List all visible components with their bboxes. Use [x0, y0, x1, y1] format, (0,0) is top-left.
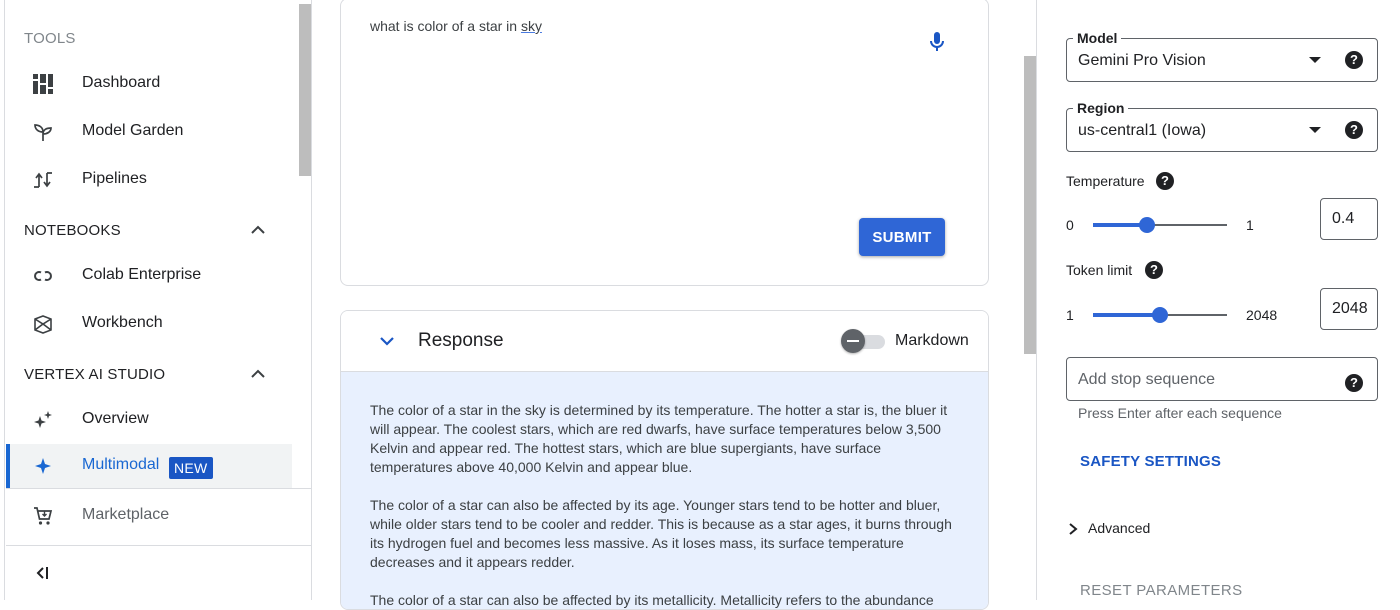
sidebar-item-label: Dashboard — [82, 74, 161, 91]
chevron-right-icon — [1066, 521, 1080, 537]
reset-parameters-button[interactable]: RESET PARAMETERS — [1080, 582, 1243, 599]
nav-left-border — [4, 0, 5, 600]
token-limit-min: 1 — [1066, 307, 1074, 323]
stop-sequence-placeholder: Add stop sequence — [1078, 371, 1215, 388]
region-select[interactable] — [1066, 100, 1378, 152]
sidebar-item-label: Model Garden — [82, 122, 184, 139]
response-body — [341, 371, 988, 610]
prompt-input[interactable] — [370, 18, 542, 34]
toggle-knob — [841, 329, 865, 353]
help-icon[interactable]: ? — [1345, 121, 1363, 139]
sidebar-item-label: Workbench — [82, 314, 163, 331]
sidebar-item-label: Multimodal — [82, 456, 160, 473]
sparkle-icon — [33, 456, 53, 476]
sidebar-item-colab-enterprise[interactable] — [6, 254, 292, 298]
token-limit-label: Token limit — [1066, 262, 1133, 278]
prompt-text-spellcheck: sky — [520, 18, 542, 34]
notebooks-section-header[interactable]: NOTEBOOKS — [24, 222, 121, 239]
vertex-ai-studio-section-header[interactable]: VERTEX AI STUDIO — [24, 366, 166, 383]
dropdown-arrow-icon[interactable] — [1309, 127, 1321, 133]
response-card — [340, 310, 989, 610]
pipelines-icon — [33, 170, 53, 190]
temperature-input[interactable]: 0.4 — [1320, 198, 1378, 240]
dropdown-arrow-icon[interactable] — [1309, 57, 1321, 63]
dashboard-icon — [33, 74, 53, 94]
response-paragraph: The color of a star can also be affected by its metallicity. Metallicity refers to the abundance — [370, 592, 934, 608]
chevron-up-icon[interactable] — [248, 364, 268, 384]
help-icon[interactable]: ? — [1345, 51, 1363, 69]
sidebar-item-multimodal[interactable] — [6, 444, 292, 488]
response-paragraph: The color of a star in the sky is determined by its temperature. The hotter a star is, the bluer it will appear. The coolest stars, which are red dwarfs, have surface temperatures below 3,500 Kelvin and appear red. The hottest stars, which are blue supergiants, have surface temperatures above 40,000 Kelvin and appear blue. — [370, 402, 948, 475]
stop-sequence-hint: Press Enter after each sequence — [1078, 405, 1282, 421]
sidebar-item-label: Overview — [82, 410, 149, 427]
microphone-icon[interactable] — [928, 31, 946, 53]
slider-thumb[interactable] — [1139, 217, 1155, 233]
sidebar-item-model-garden[interactable] — [6, 110, 292, 154]
token-limit-max: 2048 — [1246, 307, 1278, 323]
new-badge: NEW — [169, 457, 213, 479]
chevron-down-icon[interactable] — [377, 331, 397, 351]
advanced-label: Advanced — [1088, 520, 1151, 536]
help-icon[interactable]: ? — [1156, 172, 1174, 190]
sidebar-item-label: Colab Enterprise — [82, 266, 202, 283]
token-limit-slider[interactable] — [1093, 305, 1227, 325]
model-select-value: Gemini Pro Vision — [1078, 52, 1206, 69]
parameters-panel — [1038, 0, 1400, 600]
help-icon[interactable]: ? — [1145, 261, 1163, 279]
sidebar-item-overview[interactable] — [6, 398, 292, 442]
region-select-label: Region — [1073, 100, 1128, 116]
main-content — [313, 0, 1023, 608]
colab-icon — [33, 266, 53, 286]
main-scrollbar[interactable] — [1023, 0, 1037, 600]
sprout-icon — [33, 122, 53, 142]
help-icon[interactable]: ? — [1345, 374, 1363, 392]
panel-divider — [1036, 0, 1037, 600]
sparkles-icon — [33, 410, 53, 430]
temperature-label: Temperature — [1066, 173, 1145, 189]
workbench-icon — [33, 314, 53, 334]
markdown-toggle[interactable] — [841, 329, 887, 353]
submit-button[interactable]: SUBMIT — [859, 218, 945, 256]
safety-settings-button[interactable]: SAFETY SETTINGS — [1080, 453, 1222, 470]
temperature-max: 1 — [1246, 217, 1254, 233]
token-limit-input[interactable]: 2048 — [1320, 288, 1378, 330]
temperature-min: 0 — [1066, 217, 1074, 233]
scrollbar-thumb[interactable] — [1024, 56, 1036, 354]
sidebar-item-marketplace[interactable] — [6, 494, 292, 538]
model-select[interactable] — [1066, 30, 1378, 82]
cart-icon — [33, 506, 53, 526]
sidebar-item-label: Pipelines — [82, 170, 147, 187]
response-title: Response — [418, 330, 504, 351]
left-navigation — [0, 0, 312, 600]
response-header[interactable] — [341, 311, 988, 371]
temperature-slider[interactable] — [1093, 215, 1227, 235]
sidebar-item-pipelines[interactable] — [6, 158, 292, 202]
region-select-value: us-central1 (Iowa) — [1078, 122, 1207, 139]
sidebar-item-workbench[interactable] — [6, 302, 292, 346]
chevron-up-icon[interactable] — [248, 220, 268, 240]
nav-divider — [6, 545, 311, 546]
sidebar-item-dashboard[interactable] — [6, 62, 292, 106]
model-select-label: Model — [1073, 30, 1121, 46]
collapse-nav-icon[interactable] — [34, 565, 50, 581]
sidebar-scrollbar[interactable] — [299, 0, 311, 600]
response-paragraph: The color of a star can also be affected by its age. Younger stars tend to be hotter and bluer, while older stars tend to be cooler and redder. This is because as a star ages, it burns through its hydrogen fuel and becomes less massive. As it loses mass, its surface temperature decreases and it appears redder. — [370, 497, 952, 570]
slider-fill — [1093, 313, 1160, 317]
prompt-card — [340, 0, 989, 286]
sidebar-item-label: Marketplace — [82, 506, 170, 523]
nav-divider — [6, 488, 311, 489]
tools-section-header: TOOLS — [24, 30, 76, 47]
active-indicator — [6, 444, 10, 488]
markdown-label: Markdown — [895, 332, 969, 349]
scrollbar-thumb[interactable] — [299, 4, 311, 176]
prompt-text: what is color of a star in — [370, 18, 521, 34]
stop-sequence-input[interactable] — [1066, 357, 1378, 401]
slider-thumb[interactable] — [1152, 307, 1168, 323]
